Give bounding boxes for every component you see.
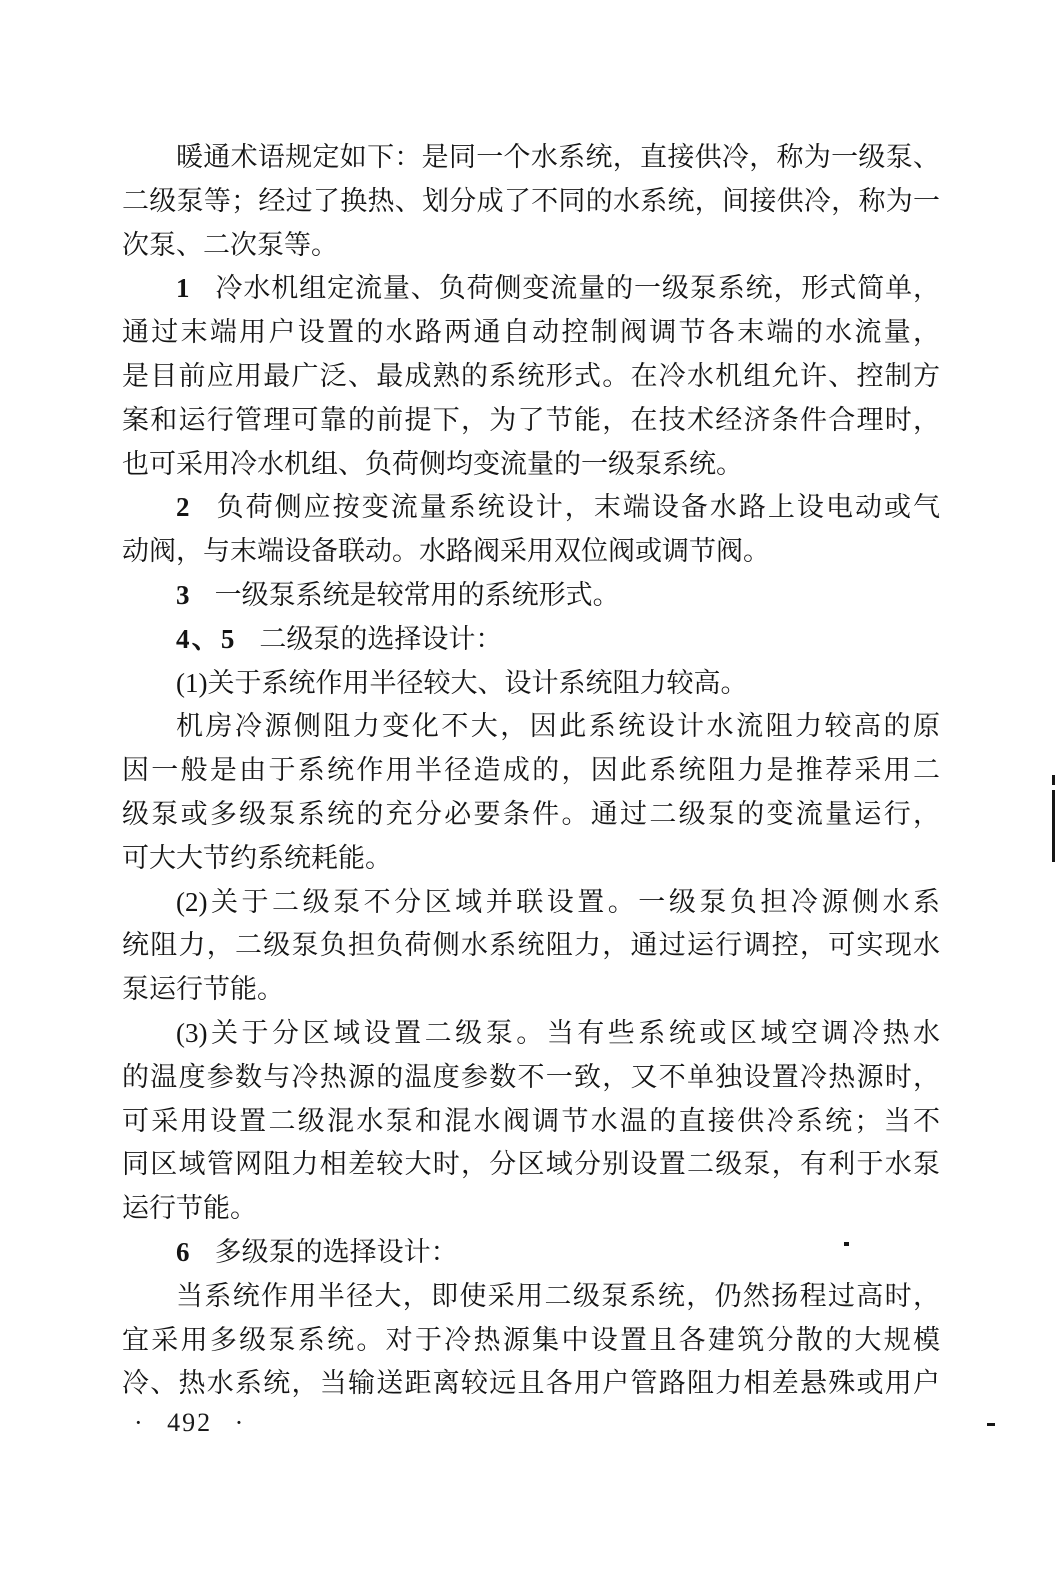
text-line (122, 924, 940, 968)
text-line (122, 618, 940, 662)
text-line (122, 662, 940, 706)
text-line (122, 1319, 940, 1363)
line-text: 动阀，与末端设备联动。水路阀采用双位阀或调节阀。 (122, 536, 770, 567)
line-text: 冷水机组定流量、负荷侧变流量的一级泵系统，形式简单， (214, 273, 940, 304)
text-line (122, 355, 940, 399)
line-text: (1)关于系统作用半径较大、设计系统阻力较高。 (176, 667, 748, 698)
line-text: 是目前应用最广泛、最成熟的系统形式。在冷水机组允许、控制方 (122, 360, 940, 391)
text-line (122, 705, 940, 749)
line-text: 可采用设置二级混水泵和混水阀调节水温的直接供冷系统；当不 (122, 1105, 940, 1136)
line-text: (3)关于分区域设置二级泵。当有些系统或区域空调冷热水 (176, 1017, 940, 1048)
text-line (122, 837, 940, 881)
scan-artifact-speck (987, 1423, 995, 1426)
line-text: 泵运行节能。 (122, 974, 284, 1005)
text-line (122, 1275, 940, 1319)
text-line (122, 486, 940, 530)
line-text: 级泵或多级泵系统的充分必要条件。通过二级泵的变流量运行， (122, 798, 940, 829)
text-line (122, 443, 940, 487)
text-line (122, 224, 940, 268)
line-text: 机房冷源侧阻力变化不大，因此系统设计水流阻力较高的原 (176, 711, 940, 742)
line-text: 次泵、二次泵等。 (122, 229, 338, 260)
text-line (122, 881, 940, 925)
line-text: 当系统作用半径大，即使采用二级泵系统，仍然扬程过高时， (176, 1280, 940, 1311)
line-text: 多级泵的选择设计： (214, 1236, 458, 1267)
text-line (122, 267, 940, 311)
scan-artifact-edge-line (1052, 775, 1055, 785)
clause-number: 1 (176, 273, 192, 304)
clause-number: 4、5 (176, 623, 237, 654)
line-text: 因一般是由于系统作用半径造成的，因此系统阻力是推荐采用二 (122, 755, 940, 786)
text-line (122, 180, 940, 224)
clause-number: 6 (176, 1236, 192, 1267)
text-line (122, 1056, 940, 1100)
text-line (122, 968, 940, 1012)
text-line (122, 311, 940, 355)
scan-artifact-speck (844, 1242, 849, 1246)
clause-number: 2 (176, 492, 192, 523)
text-line (122, 1100, 940, 1144)
line-text: 二级泵的选择设计： (259, 623, 503, 654)
line-text: 运行节能。 (122, 1193, 257, 1224)
line-text: (2)关于二级泵不分区域并联设置。一级泵负担冷源侧水系 (176, 886, 940, 917)
line-text: 冷、热水系统，当输送距离较远且各用户管路阻力相差悬殊或用户 (122, 1368, 940, 1399)
line-text: 同区域管网阻力相差较大时，分区域分别设置二级泵，有利于水泵 (122, 1149, 940, 1180)
clause-number: 3 (176, 579, 192, 610)
line-text: 一级泵系统是较常用的系统形式。 (214, 579, 620, 610)
line-text: 统阻力，二级泵负担负荷侧水系统阻力，通过运行调控，可实现水 (122, 930, 940, 961)
text-line (122, 749, 940, 793)
text-line (122, 530, 940, 574)
page-number: · 492 · (134, 1408, 246, 1437)
line-text: 宜采用多级泵系统。对于冷热源集中设置且各建筑分散的大规模 (122, 1324, 940, 1355)
text-line (122, 793, 940, 837)
line-text: 案和运行管理可靠的前提下，为了节能，在技术经济条件合理时， (122, 404, 940, 435)
text-block (122, 136, 940, 1406)
line-text: 也可采用冷水机组、负荷侧均变流量的一级泵系统。 (122, 448, 743, 479)
line-text: 的温度参数与冷热源的温度参数不一致，又不单独设置冷热源时， (122, 1061, 940, 1092)
text-line (122, 1187, 940, 1231)
text-line (122, 574, 940, 618)
line-text: 暖通术语规定如下：是同一个水系统，直接供冷，称为一级泵、 (176, 142, 940, 172)
text-line (122, 1143, 940, 1187)
scan-artifact-edge-line (1052, 790, 1055, 862)
text-line (122, 1012, 940, 1056)
line-text: 负荷侧应按变流量系统设计，末端设备水路上设电动或气 (214, 492, 940, 523)
text-line (122, 1231, 940, 1275)
text-line (122, 136, 940, 180)
text-line (122, 399, 940, 443)
line-text: 通过末端用户设置的水路两通自动控制阀调节各末端的水流量， (122, 317, 940, 348)
line-text: 可大大节约系统耗能。 (122, 842, 392, 873)
line-text: 二级泵等；经过了换热、划分成了不同的水系统，间接供冷，称为一 (122, 185, 940, 216)
text-line (122, 1362, 940, 1406)
